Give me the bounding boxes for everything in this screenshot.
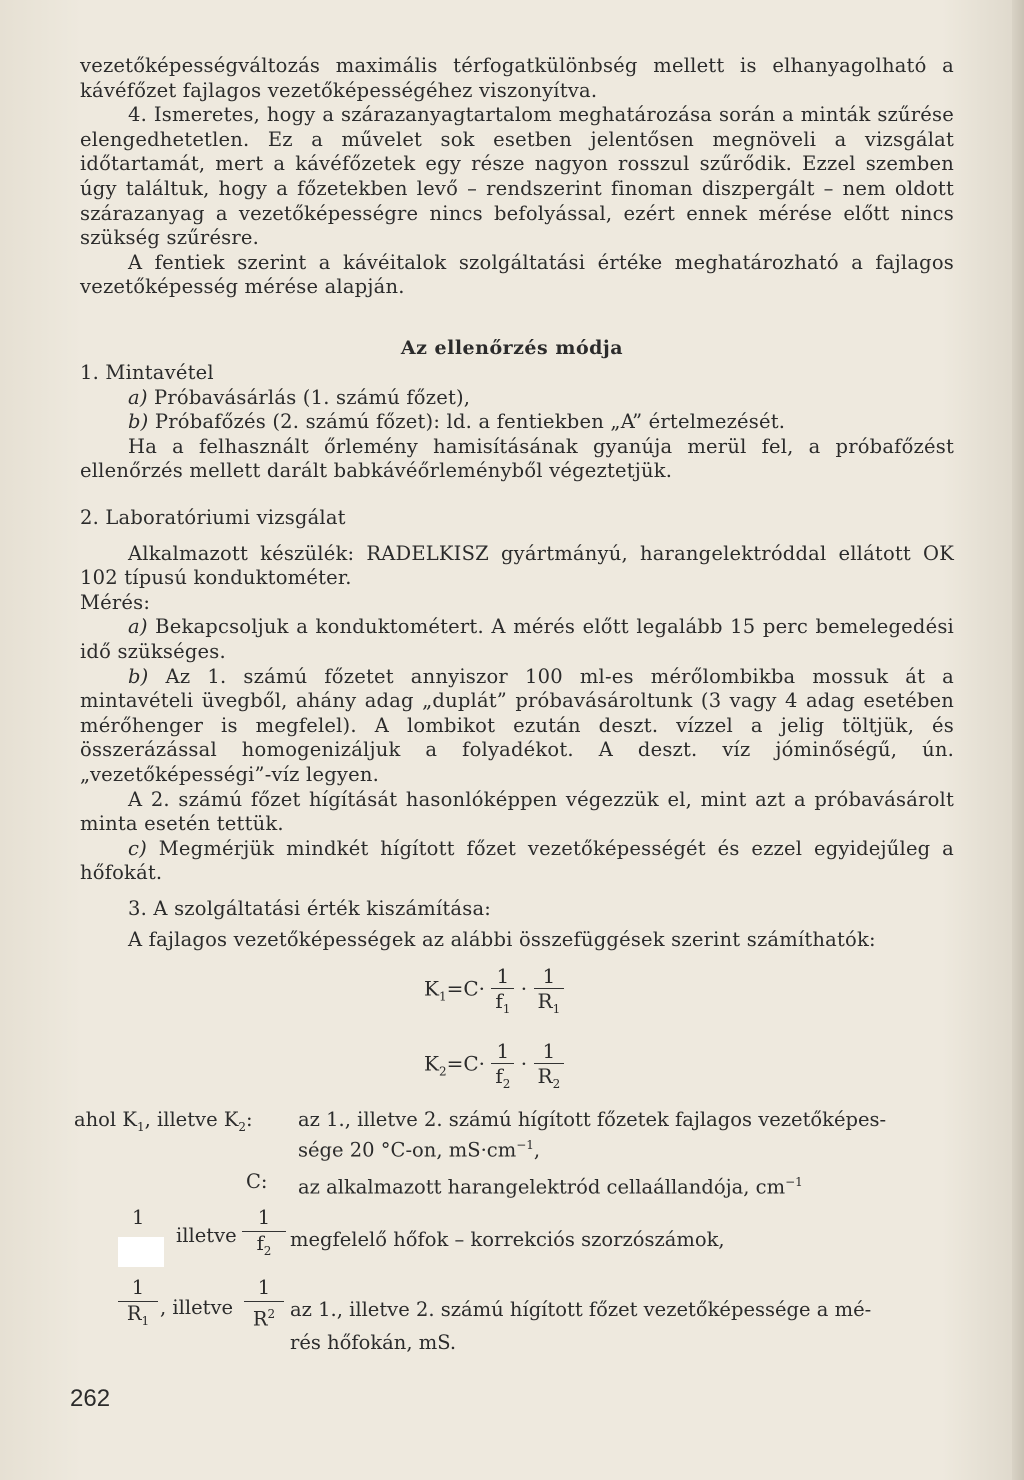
frac-den [534,988,565,1016]
frac-den-var: R [537,1064,553,1088]
frac-num: 1 [131,1276,145,1299]
def-f-illetve: illetve [176,1224,237,1247]
equation-k2 [424,1039,564,1091]
frac-den-sup: 2 [267,1306,276,1321]
eq-lhs-sub: 1 [438,989,447,1004]
para-summary: A fentiek szerint a kávéitalok szolgáltatási értéke meghatározható a fajlagos vezetőképesség mérése alapján. [80,250,954,299]
item-a-label: a) [128,615,148,639]
frac-num: 1 [542,964,556,988]
item-a-label: a) [128,385,148,409]
section-2-device: Alkalmazott készülék: RADELKISZ gyártmányú, harangelektróddal ellátott OK 102 típusú konduktométer. [80,541,954,590]
frac-den-var: f [256,1231,264,1255]
fraction-1-f1 [491,964,514,1016]
frac-den-sub: 1 [552,1002,561,1016]
def-k-sup: −1 [516,1137,534,1152]
def-k-line1: az 1., illetve 2. számú hígított főzetek fajlagos vezetőképes- [298,1108,887,1131]
def-r-line1: az 1., illetve 2. számú hígított főzet vezetőképessége a mé- [290,1298,872,1321]
item-c-text: Megmérjük mindkét hígított főzet vezetőképességét és ezzel egyidejűleg a hőfokát. [80,836,954,885]
frac-den [534,1063,565,1091]
frac-den-sub: 1 [141,1313,150,1328]
frac-den-var: R [252,1307,268,1331]
eq-lhs-sub: 2 [438,1064,447,1079]
item-b-text: Próbafőzés (2. számú főzet): ld. a fentiekben „A” értelmezését. [154,410,786,434]
item-b-text: Az 1. számú főzetet annyiszor 100 ml-es mérőlombikba mossuk át a mintavételi üvegből, ahány adag „duplát” próbavásároltunk (3 vagy 4 adag esetében mérőhenger is megfelel). A lombikot ezután deszt. vízzel a jelig töltjük, és összerázással homogenizáljuk a folyadékot. A deszt. víz jóminőségű, ún. „vezetőképességi”-víz legyen. [80,664,954,786]
def-c-sup: −1 [785,1175,803,1189]
def-c-label: C: [246,1170,268,1193]
para-4: 4. Ismeretes, hogy a szárazanyagtartalom meghatározása során a minták szűrése elengedhetetlen. Ez a művelet sok esetben jelentősen megnöveli a vizsgálat időtartamát, mert a kávéfőzetek egy része nagyon rosszul szűrődik. Ezzel szemben úgy találtuk, hogy a főzetekben levő – rendszerint finoman diszpergált – nem oldott szárazanyag a vezetőképességre nincs befolyással, ezért ennek mérése előtt nincs szükség szűrésre. [80,103,954,250]
section-2-item-a [80,615,954,664]
def-r-illetve: , illetve [160,1296,234,1319]
def-r-frac1 [118,1276,158,1333]
frac-den [244,1301,284,1332]
def-sub: 1 [136,1119,145,1134]
intro-text [80,54,954,300]
section-3 [80,897,954,952]
eq-mid: =C· [446,1051,486,1076]
redaction-box [118,1237,164,1267]
frac-den [118,1301,158,1333]
section-heading: Az ellenőrzés módja [400,337,624,359]
frac-den-var: f [495,1064,503,1088]
section-1-note: Ha a felhasznált őrlemény hamisításának gyanúja merül fel, a próbafőzést ellenőrzés mellett darált babkávéőrleményből végeztetjük. [80,434,954,483]
eq-lhs: K [424,1051,439,1076]
section-1 [80,361,954,484]
section-2 [80,506,954,886]
frac-den [242,1231,286,1263]
frac-den [491,1063,514,1091]
page-number: 262 [70,1385,111,1412]
eq-lhs: K [424,976,439,1001]
section-2-item-b2: A 2. számú főzet hígítását hasonlóképpen végezzük el, mint azt a próbavásárolt minta esetén tettük. [80,787,954,836]
eq-mid: =C· [446,976,486,1001]
def-f-frac [242,1206,286,1263]
def-k-unit: sége 20 °C-on, mS·cm [298,1138,517,1162]
para-continuation: vezetőképességváltozás maximális térfogatkülönbség mellett is elhanyagolható a kávéfőzet fajlagos vezetőképességéhez viszonyítva. [80,54,954,102]
def-k-label [74,1108,253,1139]
fraction-2-f2 [491,1039,514,1091]
def-r-text [290,1298,944,1355]
section-1-title: 1. Mintavétel [80,361,214,384]
def-c-text [298,1170,803,1200]
item-b-label: b) [128,664,149,688]
item-b-label: b) [128,410,149,434]
def-r-line2: rés hőfokán, mS. [290,1330,457,1354]
item-a-text: Próbavásárlás (1. számú főzet), [154,385,471,409]
equation-k1 [424,964,564,1016]
fraction-1-r1 [534,964,565,1016]
def-f-num1: 1 [132,1206,145,1229]
def-ahol: ahol K [74,1108,137,1131]
section-3-intro: A fajlagos vezetőképességek az alábbi összefüggések szerint számíthatók: [128,927,876,951]
frac-num: 1 [496,964,510,988]
def-k-end: , [533,1138,541,1162]
def-r-frac2 [244,1276,284,1332]
section-3-title: 3. A szolgáltatási érték kiszámítása: [128,897,492,920]
section-2-item-b [80,665,954,788]
frac-den-sub: 2 [552,1077,561,1091]
def-illetve: , illetve K [144,1108,239,1131]
section-1-item-a [80,386,954,411]
def-sub: 2 [238,1119,247,1134]
page-edge [1012,0,1024,1480]
item-c-label: c) [128,836,147,860]
section-1-item-b [80,410,954,435]
frac-den-sub: 2 [263,1243,272,1258]
frac-den-var: f [495,989,503,1013]
def-k-text [298,1108,886,1163]
frac-num: 1 [257,1276,271,1299]
eq-dot: · [520,1051,528,1076]
frac-den-var: R [537,989,553,1013]
def-colon: : [246,1108,253,1131]
frac-num: 1 [257,1206,271,1229]
frac-den-sub: 1 [502,1002,511,1016]
frac-den-var: R [126,1301,142,1325]
frac-den-sub: 2 [502,1077,511,1091]
section-2-meres: Mérés: [80,590,151,614]
section-2-item-c [80,837,954,886]
item-a-text: Bekapcsoljuk a konduktométert. A mérés előtt legalább 15 perc bemelegedési idő szükséges. [80,615,954,663]
section-2-title: 2. Laboratóriumi vizsgálat [80,506,346,529]
def-k-line2 [298,1133,886,1163]
def-c-body: az alkalmazott harangelektród cellaállandója, cm [298,1175,786,1199]
frac-num: 1 [542,1039,556,1063]
def-f-text: megfelelő hőfok – korrekciós szorzószámok, [290,1228,725,1251]
frac-den [491,988,514,1016]
eq-dot: · [520,976,528,1001]
frac-num: 1 [496,1039,510,1063]
fraction-2-r2 [534,1039,565,1091]
